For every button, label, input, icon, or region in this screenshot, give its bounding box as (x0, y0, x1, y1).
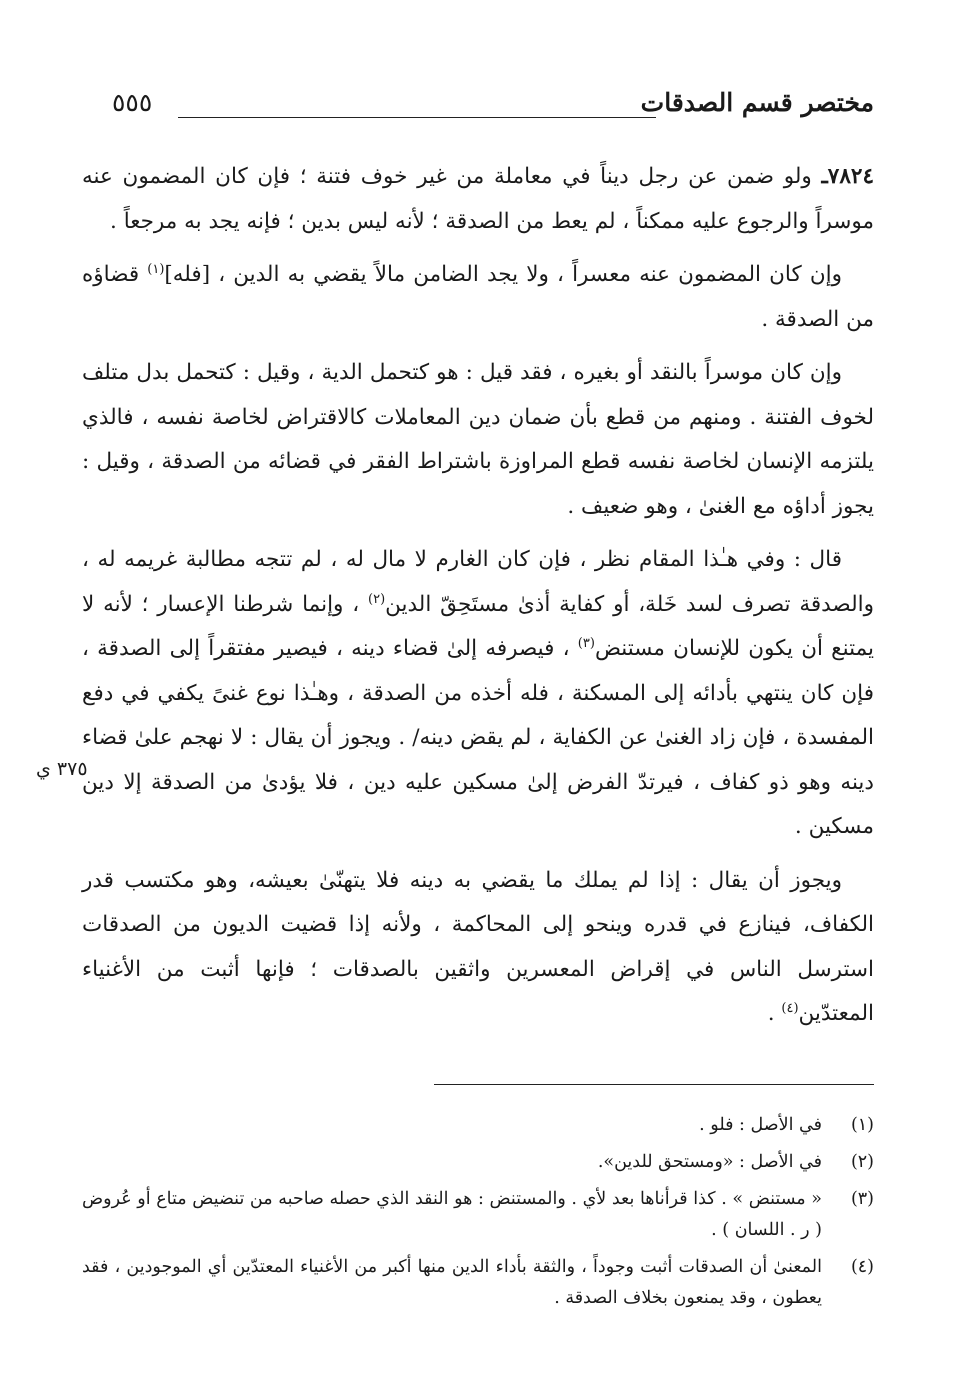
running-title: مختصر قسم الصدقات (640, 88, 874, 117)
paragraph (82, 538, 874, 850)
manuscript-folio-note: ٣٧٥ ي (36, 758, 88, 780)
footnote-ref-4: (٤) (781, 1000, 799, 1016)
footnote-text: المعنىٰ أن الصدقات أثبت وجوداً ، والثقة بأداء الدين منها أكبر من الأغنياء المعتدّين أي الموجودين ، فقد يعطون ، وقد يمنعون بخلاف الصدقة . (82, 1257, 822, 1308)
footnote-separator (434, 1084, 874, 1085)
paragraph-text: قضاؤه من الصدقة . (82, 262, 874, 332)
footnote-ref-1: (١) (147, 261, 165, 277)
footnote-text: في الأصل : فلو . (699, 1115, 822, 1135)
footnote-text: في الأصل : «ومستحق للدين». (597, 1152, 822, 1172)
paragraph-text: ، فيصرفه إلىٰ قضاء دينه ، فيصير مفتقراً إلى الصدقة ، فإن كان ينتهي بأدائه إلى المسكنة ، فله أخذه من الصدقة ، وهـٰذا نوع غنىً يكفي في دفع المفسدة ، فإن زاد الغنىٰ عن الكفاية ، لم يقض دينه/ . ويجوز أن يقال : لا نهجم علىٰ قضاء دينه وهو ذو كفاف ، فيرتدّ الفرض إلىٰ مسكين عليه دين ، فلا يؤدىٰ من الصدقة إلا دين مسكين . (82, 636, 874, 839)
footnote-ref-3: (٣) (577, 635, 595, 651)
paragraph-text: ويجوز أن يقال : إذا لم يملك ما يقضي به دينه فلا يتهنّىٰ بعيشه، وهو مكتسب قدر الكفاف، فينازع في قدره وينحو إلى المحاكمة ، ولأنه إذا قضيت الديون من الصدقات استرسل الناس في إقراض المعسرين واثقين بالصدقات ؛ فإنها أثبت من الأغنياء المعتدّين (82, 867, 874, 1026)
footnote-number: (٤) (850, 1257, 874, 1277)
paragraph-7824 (82, 155, 874, 244)
paragraph-text: قال : وفي هـٰذا المقام نظر ، فإن كان الغارم لا مال له ، لم تتجه مطالبة غريمه له ، والصدقة تصرف لسد خَلة، أو كفاية أذىٰ مستَحِقّ الدين (82, 547, 874, 617)
paragraph-text: . (767, 1001, 782, 1026)
main-text (82, 155, 874, 1046)
footnote (82, 1184, 874, 1246)
paragraph (82, 253, 874, 342)
footnote (82, 1110, 874, 1141)
header-rule (178, 117, 656, 118)
paragraph (82, 351, 874, 529)
footnote (82, 1147, 874, 1178)
paragraph-text: وإن كان المضمون عنه معسراً ، ولا يجد الضامن مالاً يقضي به الدين ، [فله] (164, 262, 842, 287)
paragraph (82, 859, 874, 1037)
footnotes (82, 1110, 874, 1320)
footnote-text: « مستنض » . كذا قرأناها بعد لأي . والمستنض : هو النقد الذي حصله صاحبه من تنضيض متاع أو عُروض ( ر . اللسان ) . (82, 1189, 822, 1240)
page-number: ٥٥٥ (112, 88, 153, 117)
paragraph-text: ولو ضمن عن رجل ديناً في معاملة من غير خوف فتنة ؛ فإن كان المضمون عنه موسراً والرجوع عليه ممكناً ، لم يعط من الصدقة ؛ لأنه ليس بدين ؛ فإنه يجد به مرجعاً . (82, 164, 874, 234)
paragraph-text: ، وإنما شرطنا الإعسار ؛ لأنه لا يمتنع أن يكون للإنسان مستنض (82, 591, 874, 661)
footnote-number: (٣) (850, 1189, 874, 1209)
footnote-ref-2: (٢) (368, 591, 386, 607)
paragraph-text: وإن كان موسراً بالنقد أو بغيره ، فقد قيل : هو كتحمل الدية ، وقيل : كتحمل بدل متلف لخوف الفتنة . ومنهم من قطع بأن ضمان دين المعاملات كالاقتراض لخاصة نفسه ، فالذي يلتزمه الإنسان لخاصة نفسه قطع المراوزة باشتراط الفقر في قضائه من الصدقة ، وقيل : يجوز أداؤه مع الغنىٰ ، وهو ضعيف . (82, 360, 874, 519)
footnote-number: (٢) (850, 1152, 874, 1172)
footnote-number: (١) (850, 1115, 874, 1135)
issue-number: ٧٨٢٤ـ (821, 164, 874, 189)
footnote (82, 1252, 874, 1314)
